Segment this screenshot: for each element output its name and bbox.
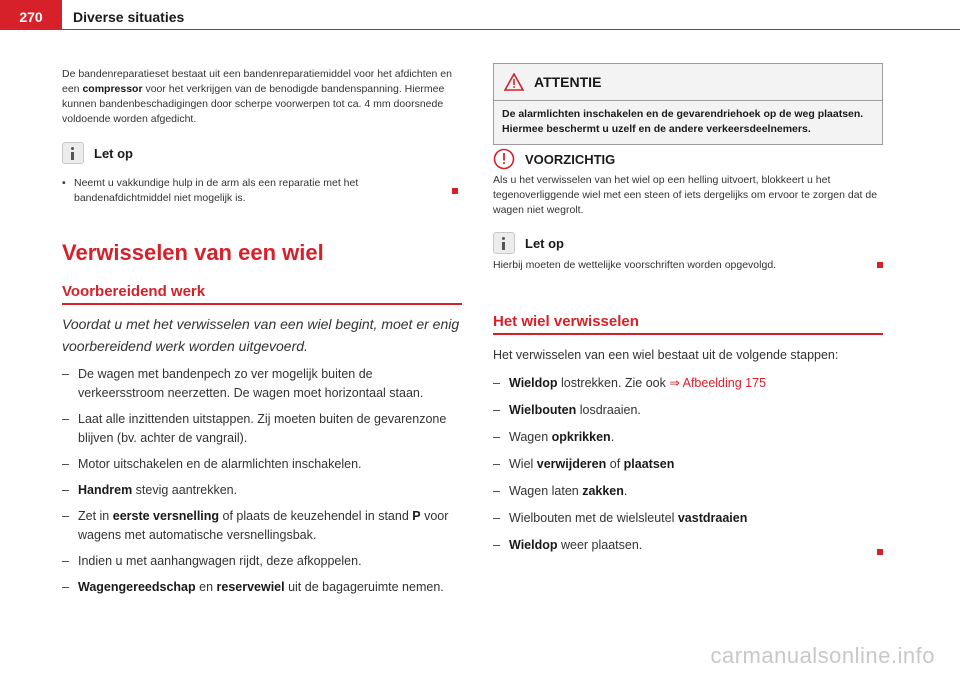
step-bold: vastdraaien [677,511,748,525]
note-title: Let op [94,145,133,161]
step-text [509,401,641,420]
step-text-post: uit de bagageruimte nemen. [284,580,444,594]
list-dash: – [493,484,500,498]
step-text-pre: Wagen laten [509,484,583,498]
header-divider [62,29,960,30]
caution-title: VOORZICHTIG [525,151,616,167]
warning-triangle-icon [504,73,524,91]
step-text-post: voor wagens met automatische versnellingsbak. [78,509,449,542]
step-text-post: . [610,430,615,444]
list-dash: – [493,457,500,471]
section-title-right: Het wiel verwisselen [493,313,639,330]
list-item [493,455,883,474]
list-item [62,455,462,474]
note-bullet: • [62,177,66,189]
step-text [509,455,674,474]
end-marker [877,549,883,555]
list-item [493,482,883,501]
step-text: Laat alle inzittenden uitstappen. Zij moeten buiten de gevarenzone blijven (bv. achter de vangrail). [78,412,447,445]
list-dash: – [62,554,69,568]
step-bold: eerste versnelling [112,509,220,523]
list-item [62,552,462,571]
watermark: carmanualsonline.info [710,643,935,668]
step-bold-2: P [412,509,421,523]
list-dash: – [493,538,500,552]
steps-intro: Het verwisselen van een wiel bestaat uit de volgende stappen: [493,348,839,362]
intro-text-2: voor het verkrijgen van de benodigde bandenspanning. Hiermee kunnen bandenbeschadigingen door scherpe voorwerpen tot ca. 4 mm doorsnede voldoende worden afgedicht. [62,83,445,125]
step-text-rest: weer plaatsen. [557,538,643,552]
list-item [493,536,883,555]
list-dash: – [62,483,69,497]
step-bold-2: plaatsen [623,457,675,471]
step-text [78,507,462,545]
step-bold: Wieldop [509,376,558,390]
list-item [493,374,883,393]
page-header-title: Diverse situaties [73,9,185,25]
wheel-steps-list [493,374,883,555]
list-item [62,481,462,500]
note-header-right [493,232,564,254]
list-item [493,509,883,528]
italic-intro: Voordat u met het verwisselen van een wiel begint, moet er enig voorbereidend werk worden uitgevoerd. [62,316,460,354]
step-text-post: . [623,484,628,498]
step-text-pre: Wiel [509,457,537,471]
list-dash: – [493,376,500,390]
step-bold: opkrikken [551,430,611,444]
intro-paragraph [62,67,457,127]
step-text-mid: of [606,457,624,471]
step-bold: Wagengereedschap [78,580,196,594]
list-item [493,428,883,447]
warning-text: De alarmlichten inschakelen en de gevarendriehoek op de weg plaatsen. Hiermee beschermt u uzelf en de andere verkeersdeelnemers. [502,108,864,135]
step-text [78,578,444,597]
step-text [78,481,237,500]
step-text [509,536,642,555]
list-item [62,578,462,597]
step-text [509,428,614,447]
intro-bold: compressor [82,83,143,95]
step-bold: verwijderen [536,457,607,471]
warning-header [494,64,882,101]
list-dash: – [493,511,500,525]
page-number: 270 [0,0,62,30]
step-text-rest: losdraaien. [576,403,641,417]
step-bold: Handrem [78,483,133,497]
step-bold: zakken [582,484,624,498]
step-text-rest: lostrekken. Zie ook [557,376,670,390]
step-text: De wagen met bandenpech zo ver mogelijk buiten de verkeersstroom neerzetten. De wagen moet horizontaal staan. [78,367,424,400]
section-rule-right [493,333,883,335]
step-text [509,482,627,501]
figure-link[interactable]: ⇒ Afbeelding 175 [669,376,767,390]
note-text: Neemt u vakkundige hulp in de arm als een reparatie met het bandenafdichtmiddel niet mogelijk is. [74,177,359,204]
list-dash: – [62,580,69,594]
info-note-icon [493,232,515,254]
list-item [62,410,462,448]
caution-header [493,148,615,170]
step-text-mid: en [195,580,217,594]
caution-text: Als u het verwisselen van het wiel op een helling uitvoert, blokkeert u het tegenoverliggende wiel met een steen of iets dergelijks om ervoor te zorgen dat de wagen niet wegrolt. [493,174,878,216]
list-dash: – [493,430,500,444]
note-text-right: Hierbij moeten de wettelijke voorschriften worden opgevolgd. [493,259,777,271]
step-text: Motor uitschakelen en de alarmlichten inschakelen. [78,457,362,471]
list-item [62,507,462,545]
step-text-rest: stevig aantrekken. [132,483,238,497]
step-text-pre: Wagen [509,430,552,444]
list-dash: – [62,412,69,426]
intro-text-1: De bandenreparatieset bestaat uit een bandenreparatiemiddel voor het afdichten en een [62,68,452,95]
note-header-left [62,142,133,164]
step-text-pre: Zet in [78,509,113,523]
step-bold: Wielbouten [509,403,577,417]
list-dash: – [493,403,500,417]
step-bold-2: reservewiel [216,580,285,594]
prep-steps-list [62,365,462,597]
step-bold: Wieldop [509,538,558,552]
note-title: Let op [525,235,564,251]
subsection-title: Voorbereidend werk [62,283,206,300]
step-text [509,374,766,393]
note-body-left [62,176,452,206]
list-dash: – [62,509,69,523]
step-text: Indien u met aanhangwagen rijdt, deze afkoppelen. [78,554,362,568]
caution-circle-icon [493,148,515,170]
step-text-mid: of plaats de keuzehendel in stand [219,509,413,523]
end-marker [452,188,458,194]
list-dash: – [62,457,69,471]
subsection-rule [62,303,462,305]
list-item [62,365,462,403]
section-title: Verwisselen van een wiel [62,240,324,265]
warning-title: ATTENTIE [534,74,602,90]
warning-box [493,63,883,145]
end-marker [877,262,883,268]
list-dash: – [62,367,69,381]
step-text-pre: Wielbouten met de wielsleutel [509,511,678,525]
list-item [493,401,883,420]
info-note-icon [62,142,84,164]
step-text [509,509,747,528]
